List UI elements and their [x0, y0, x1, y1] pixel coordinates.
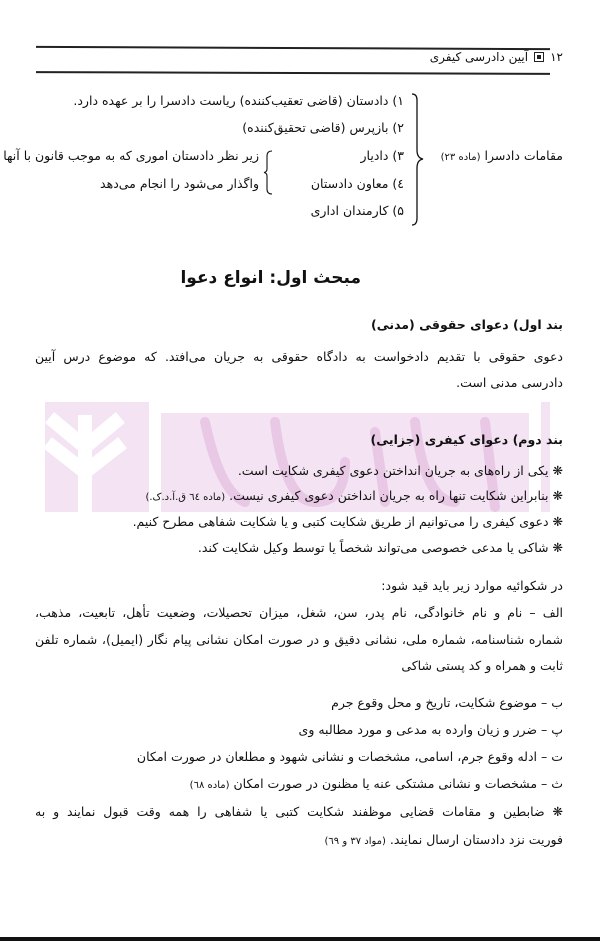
final-bullet-line-2: فوریت نزد دادستان ارسال نمایند. (مواد ۳۷ و ٦۹) — [324, 832, 563, 847]
item-se: ث – مشخصات و نشانی مشتکی عنه یا مظنون در صورت امکان (ماده ٦٨) — [189, 776, 563, 791]
deputy-note-line-1: زیر نظر دادستان اموری که به موجب قانون با آنها — [3, 148, 259, 163]
clause-1-heading: بند اول) دعوای حقوقی (مدنی) — [371, 317, 563, 332]
official-item-5: ۵) کارمندان اداری — [310, 203, 404, 218]
bullet-icon: ❋ — [552, 540, 563, 555]
deputy-note-line-2: واگذار می‌شود را انجام می‌دهد — [100, 176, 259, 191]
final-bullet-line-1: ❋ ضابطین و مقامات قضایی موظفند شکایت کتبی یا شفاهی را همه وقت قبول نمایند و به — [35, 804, 563, 819]
bullet-icon: ❋ — [552, 804, 563, 819]
section-title: مبحث اول: انواع دعوا — [180, 268, 361, 288]
bullet-item-2: ❋ بنابراین شکایت تنها راه به جریان انداختن دعوی کیفری نیست. (ماده ٦٤ ق.آ.د.ک.) — [145, 488, 563, 503]
item-be: ب – موضوع شکایت، تاریخ و محل وقوع جرم — [331, 695, 563, 710]
officials-label-ref: (ماده ۲۳) — [440, 152, 481, 163]
item-alef-line-2: شماره شناسنامه، شماره ملی، نشانی دقیق و در صورت امکان نشانی پیام نگار (ایمیل)، شماره تلفن — [35, 632, 563, 647]
item-alef-line-1: الف – نام و نام خانوادگی، نام پدر، سن، شغل، میزان تحصیلات، وضعیت تأهل، تابعیت، مذهب، — [35, 605, 563, 620]
item-se-ref: (ماده ٦٨) — [189, 780, 230, 791]
bullet-icon: ❋ — [552, 463, 563, 478]
small-curly-brace-icon — [263, 150, 275, 195]
final-ref: (مواد ۳۷ و ٦۹) — [324, 836, 386, 847]
officials-label: مقامات دادسرا (ماده ۲۳) — [440, 148, 563, 163]
bullet-item-4: ❋ شاکی یا مدعی خصوصی می‌تواند شخصاً یا توسط وکیل شکایت کند. — [197, 540, 563, 555]
big-curly-brace-icon — [408, 92, 424, 227]
bullet-item-3: ❋ دعوی کیفری را می‌توانیم از طریق شکایت کتبی و یا شکایت شفاهی مطرح کنیم. — [132, 514, 563, 529]
running-title: آیین دادرسی کیفری — [429, 50, 529, 64]
official-item-3: ۳) دادیار — [360, 148, 404, 163]
clause-1-paragraph-line-2: دادرسی مدنی است. — [456, 375, 563, 390]
bullet-item-1: ❋ یکی از راه‌های به جریان انداختن دعوی کیفری شکایت است. — [237, 463, 563, 478]
bullet-icon: ❋ — [552, 514, 563, 529]
square-bullet-icon — [534, 52, 544, 62]
official-item-4: ٤) معاون دادستان — [310, 176, 404, 191]
official-item-1: ۱) دادستان (قاضی تعقیب‌کننده) ریاست دادسرا را بر عهده دارد. — [73, 93, 404, 108]
clause-2-heading: بند دوم) دعوای کیفری (جزایی) — [370, 432, 563, 447]
header-rule — [36, 71, 550, 74]
item-pe: پ – ضرر و زیان وارده به مدعی و مورد مطالبه وی — [298, 722, 563, 737]
item-alef-line-3: ثابت و همراه و کد پستی شاکی — [401, 658, 563, 673]
page-number: ۱۲ — [550, 50, 563, 64]
bullet-icon: ❋ — [552, 488, 563, 503]
bottom-scan-edge — [0, 937, 600, 941]
complaint-intro: در شکوائیه موارد زیر باید قید شود: — [381, 578, 563, 593]
bullet-2-ref: (ماده ٦٤ ق.آ.د.ک.) — [145, 492, 226, 503]
official-item-2: ۲) بازپرس (قاضی تحقیق‌کننده) — [242, 120, 404, 135]
clause-1-paragraph-line-1: دعوی حقوقی با تقدیم دادخواست به دادگاه حقوقی به جریان می‌افتد. که موضوع درس آیین — [35, 349, 563, 364]
item-te: ت – ادله وقوع جرم، اسامی، مشخصات و نشانی شهود و مطلعان در صورت امکان — [136, 749, 563, 764]
running-header — [430, 50, 563, 64]
